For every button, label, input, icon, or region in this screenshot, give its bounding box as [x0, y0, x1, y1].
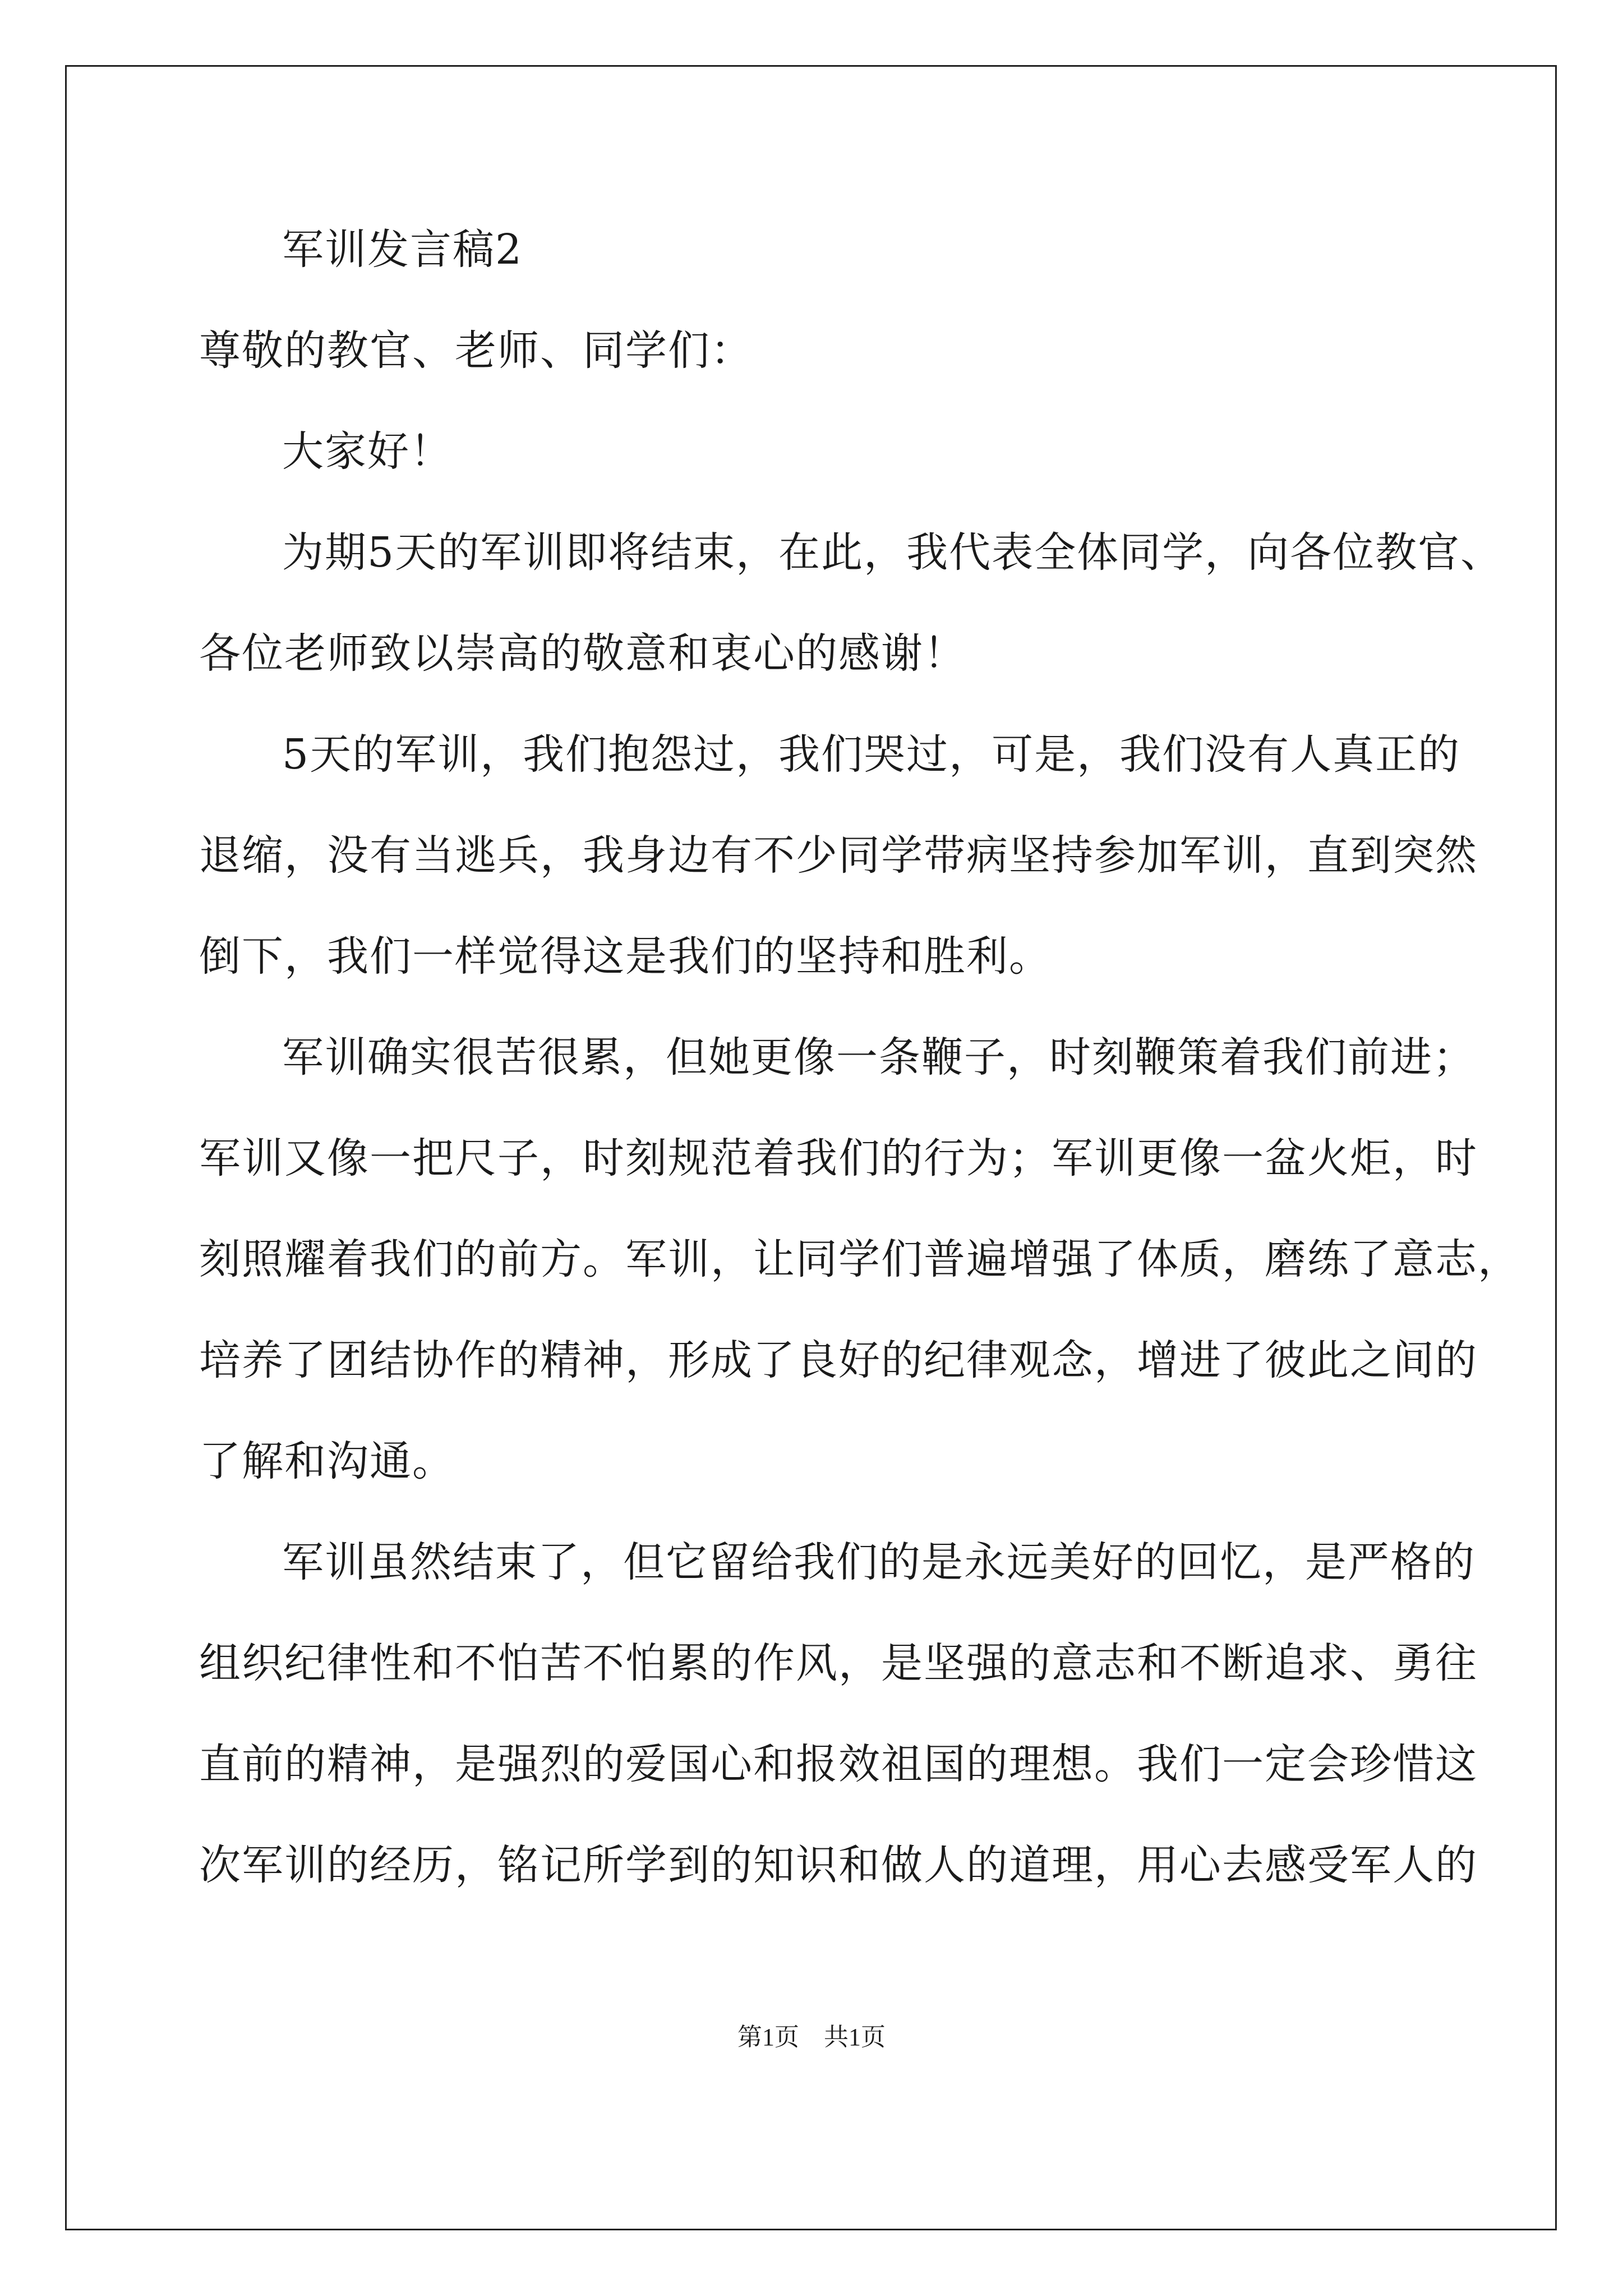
paragraph-line: 了解和沟通。 [199, 1437, 455, 1485]
paragraph-line: 为期5天的军训即将结束，在此，我代表全体同学，向各位教官、 [282, 528, 1504, 577]
salutation: 尊敬的教官、老师、同学们： [199, 326, 753, 375]
paragraph-line: 军训虽然结束了，但它留给我们的是永远美好的回忆，是严格的 [282, 1538, 1476, 1586]
paragraph-line: 培养了团结协作的精神，形成了良好的纪律观念，增进了彼此之间的 [199, 1336, 1478, 1384]
paragraph-line: 退缩，没有当逃兵，我身边有不少同学带病坚持参加军训，直到突然 [199, 831, 1478, 880]
document-title: 军训发言稿2 [282, 226, 523, 274]
paragraph-line: 次军训的经历，铭记所学到的知识和做人的道理，用心去感受军人的 [199, 1841, 1478, 1889]
greeting: 大家好！ [282, 427, 453, 476]
paragraph-line: 5天的军训，我们抱怨过，我们哭过，可是，我们没有人真正的 [282, 730, 1461, 779]
paragraph-line: 各位老师致以崇高的敬意和衷心的感谢！ [199, 629, 966, 678]
paragraph-line: 刻照耀着我们的前方。军训，让同学们普遍增强了体质，磨练了意志， [199, 1235, 1520, 1283]
paragraph-line: 军训又像一把尺子，时刻规范着我们的行为；军训更像一盆火炬，时 [199, 1134, 1478, 1182]
page-number-footer: 第1页 共1页 [737, 2023, 886, 2051]
paragraph-line: 直前的精神，是强烈的爱国心和报效祖国的理想。我们一定会珍惜这 [199, 1740, 1478, 1788]
paragraph-line: 组织纪律性和不怕苦不怕累的作风，是坚强的意志和不断追求、勇往 [199, 1639, 1478, 1687]
paragraph-line: 倒下，我们一样觉得这是我们的坚持和胜利。 [199, 932, 1052, 981]
paragraph-line: 军训确实很苦很累，但她更像一条鞭子，时刻鞭策着我们前进； [282, 1033, 1476, 1082]
